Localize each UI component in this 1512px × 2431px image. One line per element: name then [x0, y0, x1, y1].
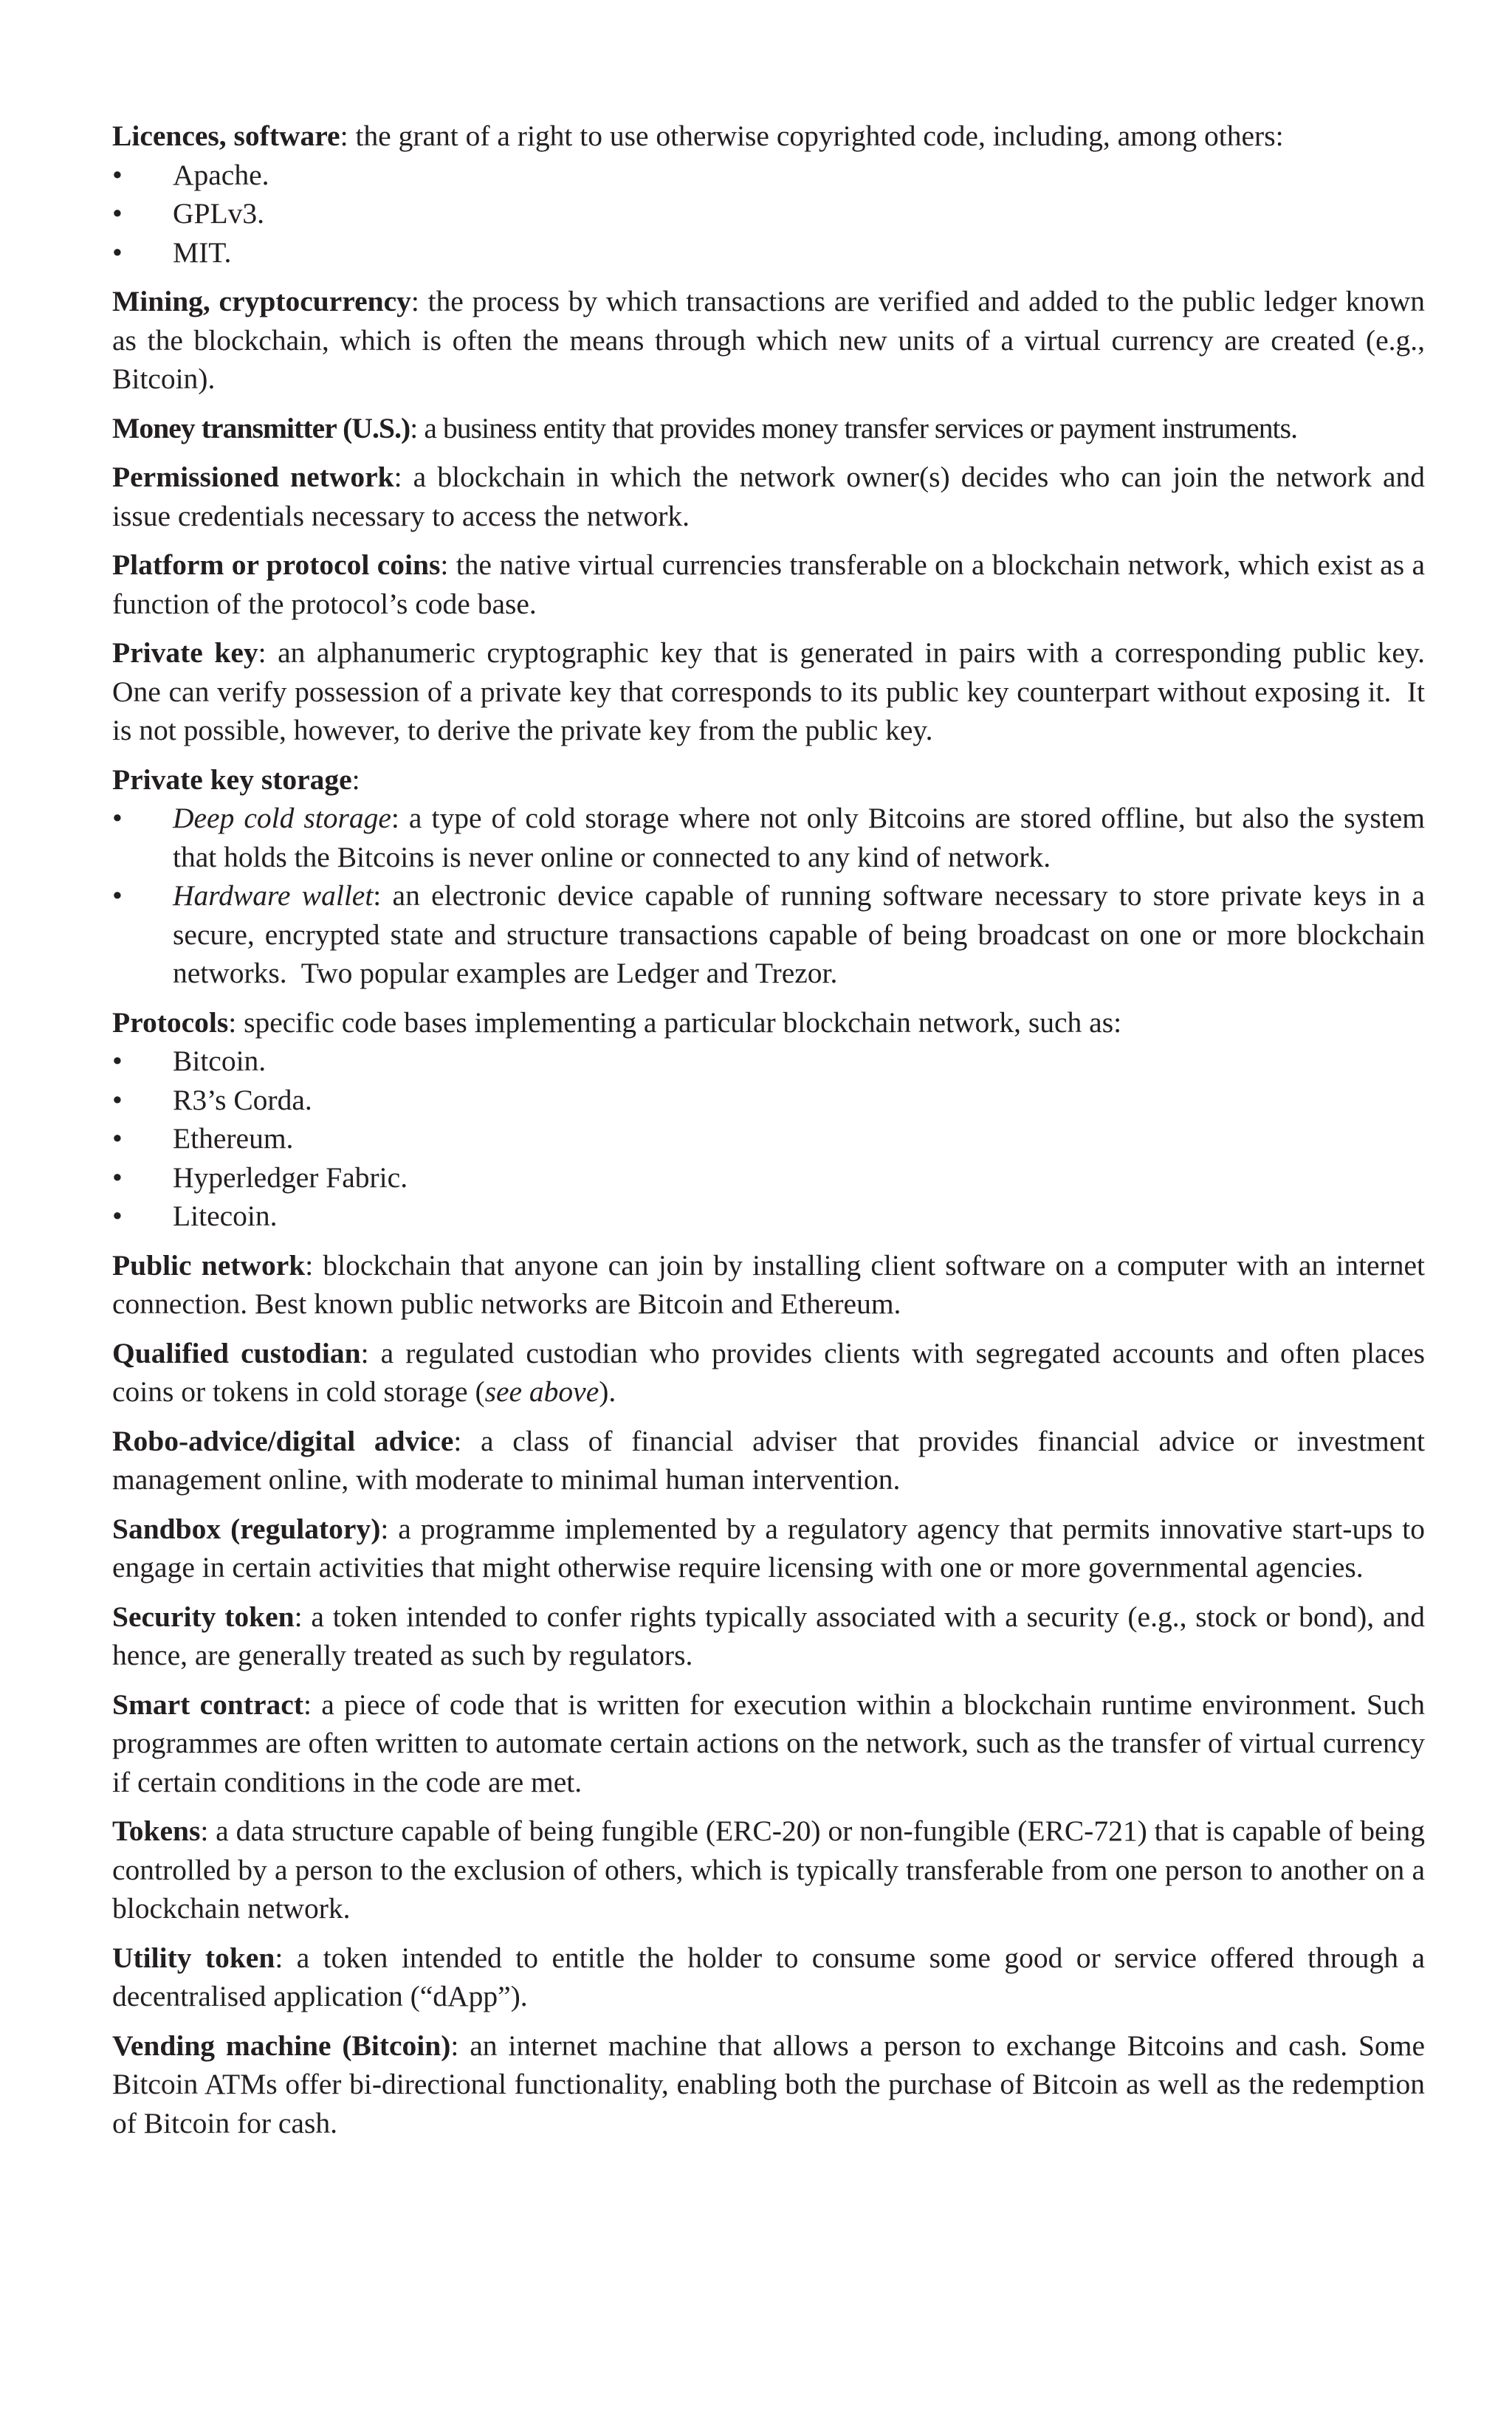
- glossary-definition: : a regulated custodian who provides clients with segregated accounts and often places coins or tokens in cold storage (: [112, 1336, 1425, 1408]
- glossary-definition: : the native virtual currencies transferable on a blockchain network, which exist as a function of the protocol’s code base.: [112, 549, 1425, 620]
- bullet-icon: •: [112, 197, 123, 230]
- list-item: • Apache.: [112, 156, 1425, 195]
- bullet-icon: •: [112, 1045, 123, 1077]
- glossary-term: Private key: [112, 636, 258, 669]
- glossary-definition: : a token intended to confer rights typically associated with a security (e.g., stock or bond), and hence, are generally treated as such by regulators.: [112, 1600, 1425, 1671]
- glossary-definition: : an alphanumeric cryptographic key that is generated in pairs with a corresponding public key. One can verify possession of a private key that corresponds to its public key counterpart without exposing it. It is not possible, however, to derive the private key from the public key.: [112, 636, 1440, 746]
- glossary-term: Platform or protocol coins: [112, 549, 441, 581]
- glossary-term: Qualified custodian: [112, 1336, 361, 1369]
- list-item: • Deep cold storage: a type of cold storage where not only Bitcoins are stored offline, but also the system that holds the Bitcoins is never online or connected to any kind of network.: [112, 799, 1425, 876]
- glossary-entry-private-key: [112, 633, 1440, 750]
- bullet-list: [112, 156, 1425, 272]
- glossary-definition: : a class of financial adviser that provides financial advice or investment management online, with moderate to minimal human intervention.: [112, 1424, 1425, 1496]
- bullet-icon: •: [112, 1200, 123, 1232]
- glossary-entry-private-key-storage: [112, 760, 1432, 993]
- glossary-term: Vending machine (Bitcoin): [112, 2029, 451, 2062]
- glossary-entry-platform-coins: [112, 546, 1425, 623]
- glossary-entry-security-token: [112, 1598, 1425, 1675]
- glossary-entry-qualified-custodian: Qualified custodian: a regulated custodian who provides clients with segregated accounts and often places coins or tokens in cold storage (see above).: [112, 1336, 1425, 1408]
- glossary-definition: : the process by which transactions are verified and added to the public ledger known as the blockchain, which is often the means through which new units of a virtual currency are created (e.g., Bitcoin).: [112, 285, 1425, 395]
- glossary-entry-money-transmitter: [112, 409, 1425, 448]
- glossary-definition: : a business entity that provides money transfer services or payment instruments.: [410, 411, 1298, 444]
- glossary-term: Sandbox (regulatory): [112, 1512, 381, 1545]
- glossary-term: Public network: [112, 1248, 306, 1282]
- glossary-definition: : a programme implemented by a regulatory agency that permits innovative start-ups to engage in certain activities that might otherwise require licensing with one or more governmental agencies.: [112, 1512, 1425, 1584]
- list-item: • MIT.: [112, 233, 1425, 272]
- list-item: • Hyperledger Fabric.: [112, 1158, 1425, 1197]
- glossary-entry-mining: [112, 282, 1425, 399]
- glossary-term: Permissioned network: [112, 461, 394, 493]
- glossary-entry-vending-machine: [112, 2026, 1425, 2143]
- glossary-definition: : a piece of code that is written for execution within a blockchain runtime environment. Such programmes are often written to automate certain actions on the network, such as the transfer of virtual currency if certain conditions in the code are met.: [112, 1688, 1425, 1798]
- glossary-term: Mining, cryptocurrency: [112, 285, 411, 317]
- glossary-definition: :: [351, 763, 360, 796]
- glossary-term: Security token: [112, 1600, 295, 1633]
- bullet-list: [112, 799, 1432, 993]
- list-item: • Litecoin.: [112, 1197, 1425, 1236]
- glossary-entry-protocols: [112, 1003, 1425, 1236]
- list-item: • Hardware wallet: an electronic device capable of running software necessary to store private keys in a secure, encrypted state and structure transactions capable of being broadcast on one or more blockchain networks. Two popular examples are Ledger and Trezor.: [112, 876, 1425, 993]
- glossary-entry-utility-token: [112, 1939, 1425, 2016]
- bullet-icon: •: [112, 1161, 123, 1194]
- subterm: Hardware wallet: [173, 879, 374, 912]
- bullet-list: [112, 1042, 1425, 1236]
- bullet-icon: •: [112, 158, 123, 191]
- glossary-entry-tokens: [112, 1812, 1425, 1928]
- glossary-definition: : a blockchain in which the network owner(s) decides who can join the network and issue credentials necessary to access the network.: [112, 461, 1425, 532]
- glossary-definition: : the grant of a right to use otherwise copyrighted code, including, among others:: [340, 120, 1284, 152]
- glossary-term: Licences, software: [112, 120, 340, 152]
- bullet-icon: •: [112, 802, 123, 834]
- glossary-term: Utility token: [112, 1941, 275, 1974]
- bullet-icon: •: [112, 1083, 123, 1116]
- cross-reference: see above: [484, 1375, 599, 1408]
- list-item: • GPLv3.: [112, 194, 1425, 233]
- list-item: • R3’s Corda.: [112, 1081, 1425, 1120]
- glossary-entry-smart-contract: [112, 1685, 1425, 1802]
- glossary-term: Robo-advice/digital advice: [112, 1424, 454, 1457]
- glossary-term: Tokens: [112, 1815, 201, 1847]
- glossary-term: Smart contract: [112, 1688, 303, 1721]
- bullet-icon: •: [112, 1122, 123, 1155]
- glossary-term: Private key storage: [112, 763, 352, 796]
- glossary-entry-permissioned-network: [112, 458, 1425, 535]
- glossary-entry-public-network: [112, 1246, 1425, 1324]
- bullet-icon: •: [112, 879, 123, 912]
- bullet-icon: •: [112, 235, 123, 269]
- glossary-entry-sandbox: [112, 1510, 1425, 1587]
- glossary-entry-licences-software: [112, 117, 1425, 272]
- glossary-definition: : a token intended to entitle the holder to consume some good or service offered through a decentralised application (“dApp”).: [112, 1941, 1425, 2012]
- glossary-definition: : an internet machine that allows a person to exchange Bitcoins and cash. Some Bitcoin ATMs offer bi-directional functionality, enabling both the purchase of Bitcoin as well as the redemption of Bitcoin for cash.: [112, 2029, 1425, 2139]
- glossary-entry-robo-advice: [112, 1422, 1425, 1499]
- glossary-page: [112, 117, 1440, 2153]
- subterm: Deep cold storage: [173, 802, 391, 834]
- glossary-definition: : blockchain that anyone can join by installing client software on a computer with an internet connection. Best known public networks are Bitcoin and Ethereum.: [112, 1248, 1425, 1320]
- list-item: • Ethereum.: [112, 1119, 1425, 1158]
- list-item: • Bitcoin.: [112, 1042, 1425, 1081]
- glossary-definition: : a data structure capable of being fungible (ERC-20) or non-fungible (ERC-721) that is capable of being controlled by a person to the exclusion of others, which is typically transferable from one person to another on a blockchain network.: [112, 1815, 1425, 1925]
- glossary-definition: : specific code bases implementing a particular blockchain network, such as:: [228, 1005, 1122, 1039]
- glossary-term: Money transmitter (U.S.): [112, 411, 410, 444]
- glossary-term: Protocols: [112, 1005, 229, 1039]
